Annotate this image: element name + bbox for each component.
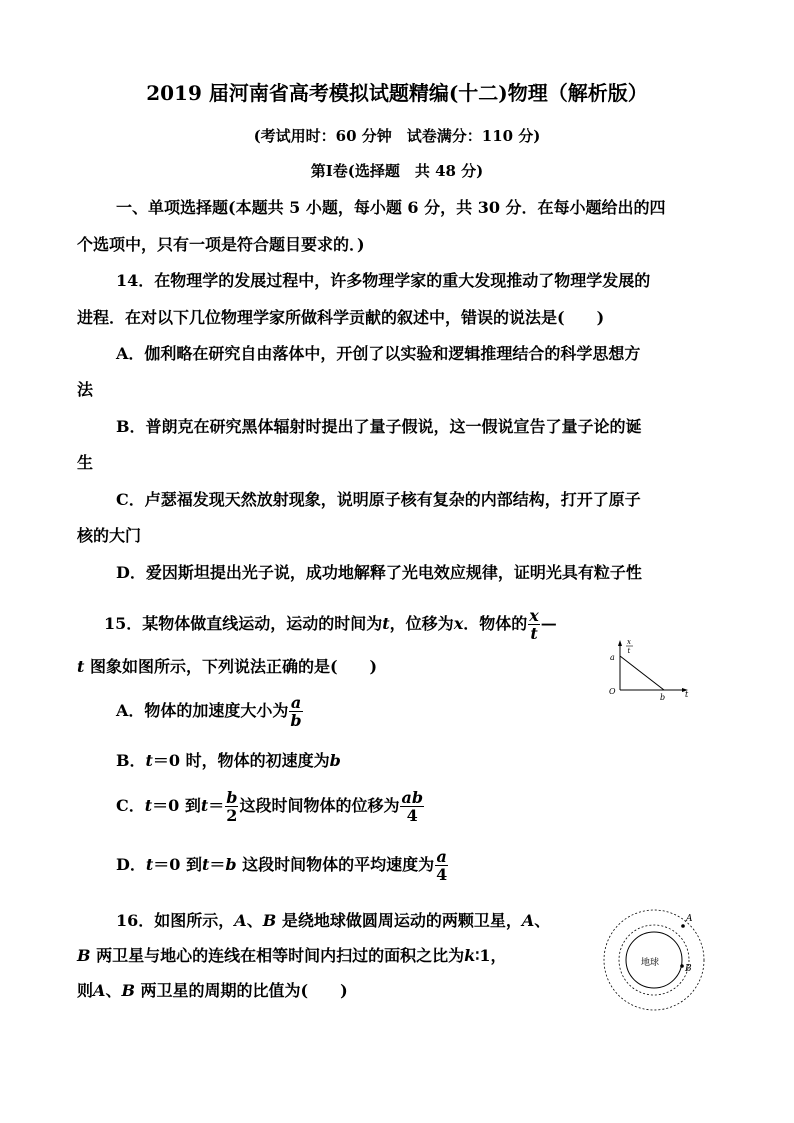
q15-option-a: A．物体的加速度大小为 $\frac{a}{b}$ <box>116 693 302 730</box>
q15-option-b: B．t＝0 时，物体的初速度为b <box>116 751 341 770</box>
q14-option-b-line-2: 生 <box>77 453 94 472</box>
section-heading: 第Ⅰ卷(选择题 共 48 分) <box>310 162 484 180</box>
q16-stem-line-2: B 两卫星与地心的连线在相等时间内扫过的面积之比为k∶1， <box>77 946 507 965</box>
graph-y-arrow <box>618 640 622 646</box>
graph-t-label: t <box>685 690 689 699</box>
earth-label: 地球 <box>641 958 660 968</box>
q15-option-c: C．t＝0 到t＝ $\frac{b}{2}$ 这段时间物体的位移为 $\frac{ab}{4}$ <box>116 788 424 825</box>
q15-xt-t-graph <box>604 634 696 704</box>
graph-y-label-den: t <box>627 647 631 655</box>
q16-stem-line-3: 则A、B 两卫星的周期的比值为( ) <box>77 981 348 1000</box>
satellite-a-label: A <box>686 914 693 924</box>
graph-y-label-num: x <box>627 638 631 646</box>
graph-a-label: a <box>610 653 615 662</box>
q16-stem-line-1: 16．如图所示，A、B 是绕地球做圆周运动的两颗卫星，A、 <box>116 911 551 930</box>
graph-b-label: b <box>660 693 666 702</box>
x-over-t-fraction: $\frac{x}{t}$ <box>529 606 539 643</box>
q14-option-c-line-1: C．卢瑟福发现天然放射现象，说明原子核有复杂的内部结构，打开了原子 <box>116 490 641 509</box>
instructions-line-1: 一、单项选择题(本题共 5 小题，每小题 6 分，共 30 分．在每小题给出的四 <box>116 198 666 217</box>
satellite-a-dot <box>681 924 685 928</box>
q14-option-c-line-2: 核的大门 <box>77 526 142 545</box>
instructions-line-2: 个选项中，只有一项是符合题目要求的．) <box>77 235 365 254</box>
graph-origin-label: O <box>609 687 616 696</box>
satellite-b-label: B <box>685 964 692 974</box>
q14-option-d: D．爱因斯坦提出光子说，成功地解释了光电效应规律，证明光具有粒子性 <box>116 563 642 582</box>
q14-option-a-line-1: A．伽利略在研究自由落体中，开创了以实验和逻辑推理结合的科学思想方 <box>116 344 641 363</box>
q14-option-a-line-2: 法 <box>77 380 94 399</box>
q15-stem-line-1: 15．某物体做直线运动，运动的时间为t，位移为x．物体的 $\frac{x}{t}$ — <box>104 606 557 643</box>
page-title: 2019 届河南省高考模拟试题精编(十二)物理（解析版） <box>146 81 648 105</box>
q14-stem-line-1: 14．在物理学的发展过程中，许多物理学家的重大发现推动了物理学发展的 <box>116 271 651 290</box>
q14-stem-line-2: 进程．在对以下几位物理学家所做科学贡献的叙述中，错误的说法是( ) <box>77 308 605 327</box>
q14-option-b-line-1: B．普朗克在研究黑体辐射时提出了量子假说，这一假说宣告了量子论的诞 <box>116 417 642 436</box>
graph-line <box>620 656 664 690</box>
q16-orbit-diagram <box>598 904 710 1016</box>
q15-stem-line-2: t 图象如图所示，下列说法正确的是( ) <box>77 657 378 676</box>
q15-option-d: D．t＝0 到t＝b 这段时间物体的平均速度为 $\frac{a}{4}$ <box>116 847 448 884</box>
satellite-b-dot <box>680 964 684 968</box>
exam-info: (考试用时：60 分钟 试卷满分：110 分) <box>253 127 541 145</box>
